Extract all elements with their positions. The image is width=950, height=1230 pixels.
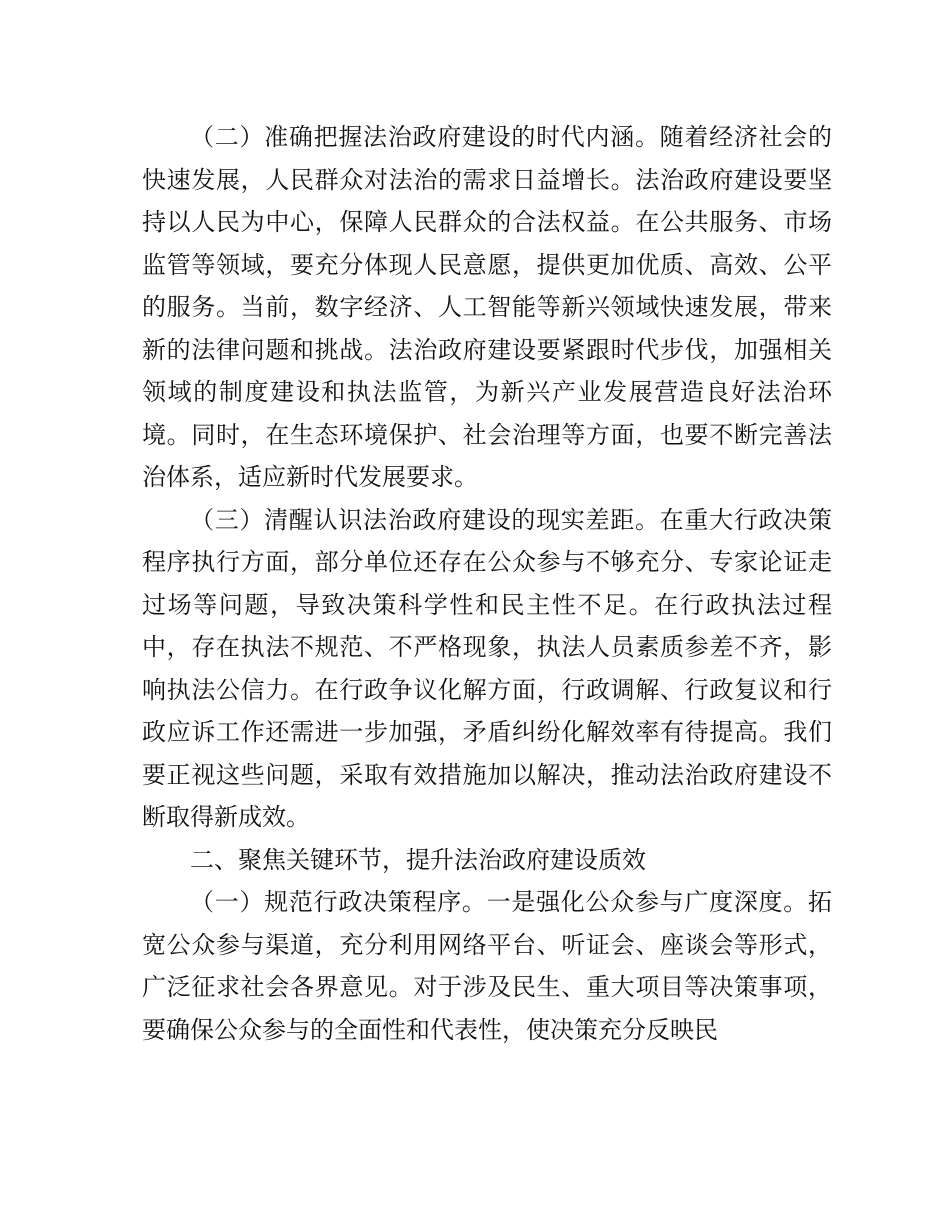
paragraph-section-1-2: （二）准确把握法治政府建设的时代内涵。随着经济社会的快速发展，人民群众对法治的需求日益增长。法治政府建设要坚持以人民为中心，保障人民群众的合法权益。在公共服务、市场监管等领域，要充分体现人民意愿，提供更加优质、高效、公平的服务。当前，数字经济、人工智能等新兴领域快速发展，带来新的法律问题和挑战。法治政府建设要紧跟时代步伐，加强相关领域的制度建设和执法监管，为新兴产业发展营造良好法治环境。同时，在生态环境保护、社会治理等方面，也要不断完善法治体系，适应新时代发展要求。 — [142, 123, 832, 491]
document-body — [142, 116, 832, 1051]
paragraph-section-2-1: （一）规范行政决策程序。一是强化公众参与广度深度。拓宽公众参与渠道，充分利用网络平台、听证会、座谈会等形式，广泛征求社会各界意见。对于涉及民生、重大项目等决策事项，要确保公众参与的全面性和代表性，使决策充分反映民 — [142, 888, 832, 1044]
section-heading-2: 二、聚焦关键环节，提升法治政府建设质效 — [190, 845, 646, 874]
paragraph-section-1-3: （三）清醒认识法治政府建设的现实差距。在重大行政决策程序执行方面，部分单位还存在公众参与不够充分、专家论证走过场等问题，导致决策科学性和民主性不足。在行政执法过程中，存在执法不规范、不严格现象，执法人员素质参差不齐，影响执法公信力。在行政争议化解方面，行政调解、行政复议和行政应诉工作还需进一步加强，矛盾纠纷化解效率有待提高。我们要正视这些问题，采取有效措施加以解决，推动法治政府建设不断取得新成效。 — [142, 505, 832, 831]
